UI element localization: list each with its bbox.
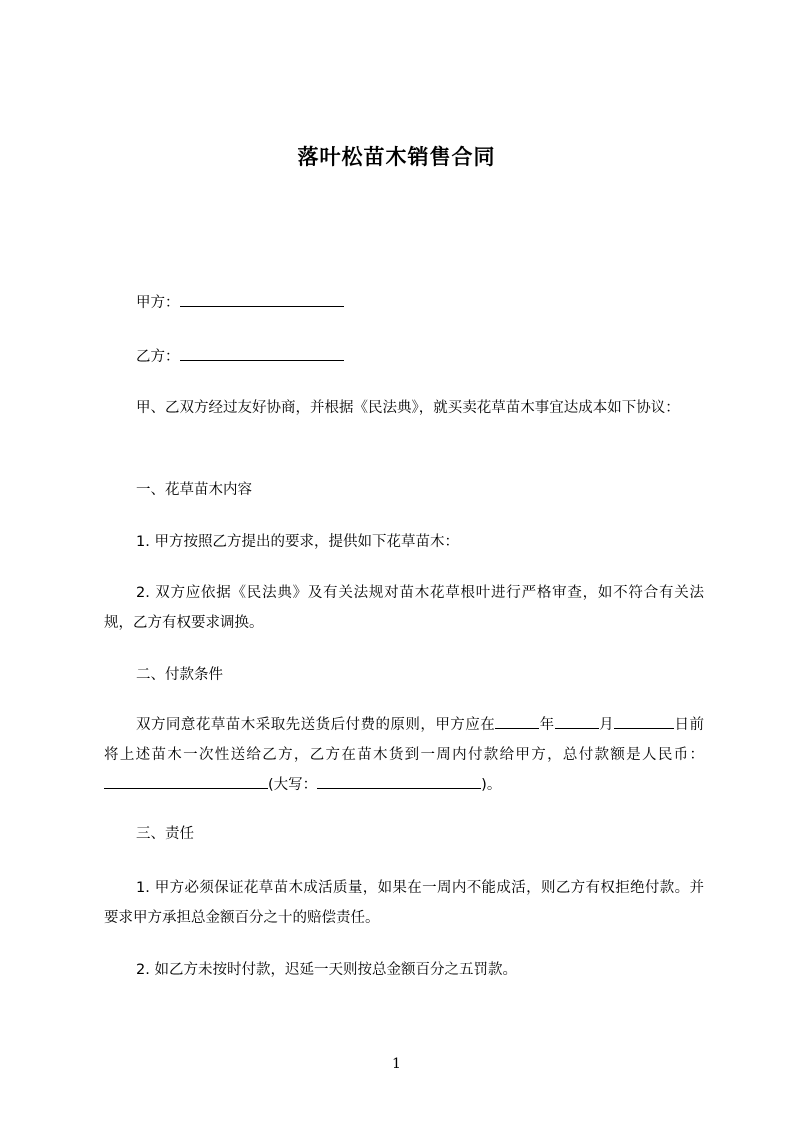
party-a-line	[136, 292, 344, 312]
party-a-label: 甲方：	[136, 295, 180, 311]
daxie-close: )。	[481, 777, 502, 793]
intro-paragraph: 甲、乙双方经过友好协商，并根据《民法典》，就买卖花草苗木事宜达成本如下协议：	[136, 400, 680, 416]
section1-item2: 2. 双方应依据《民法典》及有关法规对苗木花草根叶进行严格审查，如不符合有关法规，乙方有权要求调换。	[104, 585, 704, 631]
year-blank	[495, 714, 539, 729]
party-b-blank	[180, 346, 344, 361]
amount-blank	[104, 774, 268, 789]
month-blank	[555, 714, 599, 729]
page-number: 1	[392, 1056, 401, 1072]
section2-text-part1: 双方同意花草苗木采取先送货后付费的原则，甲方应在	[136, 717, 496, 733]
party-b-label: 乙方：	[136, 349, 180, 365]
section2-heading: 二、付款条件	[136, 667, 223, 683]
year-label: 年	[539, 717, 555, 733]
daxie-blank	[317, 774, 481, 789]
section1-heading: 一、花草苗木内容	[136, 482, 252, 498]
document-title: 落叶松苗木销售合同	[297, 145, 496, 169]
day-blank	[614, 714, 674, 729]
section3-heading: 三、责任	[136, 826, 194, 842]
section2-paragraph	[104, 710, 704, 800]
section3-item2: 2. 如乙方未按时付款，迟延一天则按总金额百分之五罚款。	[136, 962, 517, 978]
daxie-open: (大写：	[268, 777, 318, 793]
party-a-blank	[180, 292, 344, 307]
section3-item1: 1. 甲方必须保证花草苗木成活质量，如果在一周内不能成活，则乙方有权拒绝付款。并要求甲方承担总金额百分之十的赔偿责任。	[104, 880, 704, 926]
section1-item1: 1. 甲方按照乙方提出的要求，提供如下花草苗木：	[136, 534, 459, 550]
party-b-line	[136, 346, 344, 366]
month-label: 月	[598, 717, 615, 733]
section2-text-part2: 日前将上述苗木一次性送给乙方，乙方在苗木货到一周内付款给甲方，总付款额是人民币：	[104, 717, 705, 763]
